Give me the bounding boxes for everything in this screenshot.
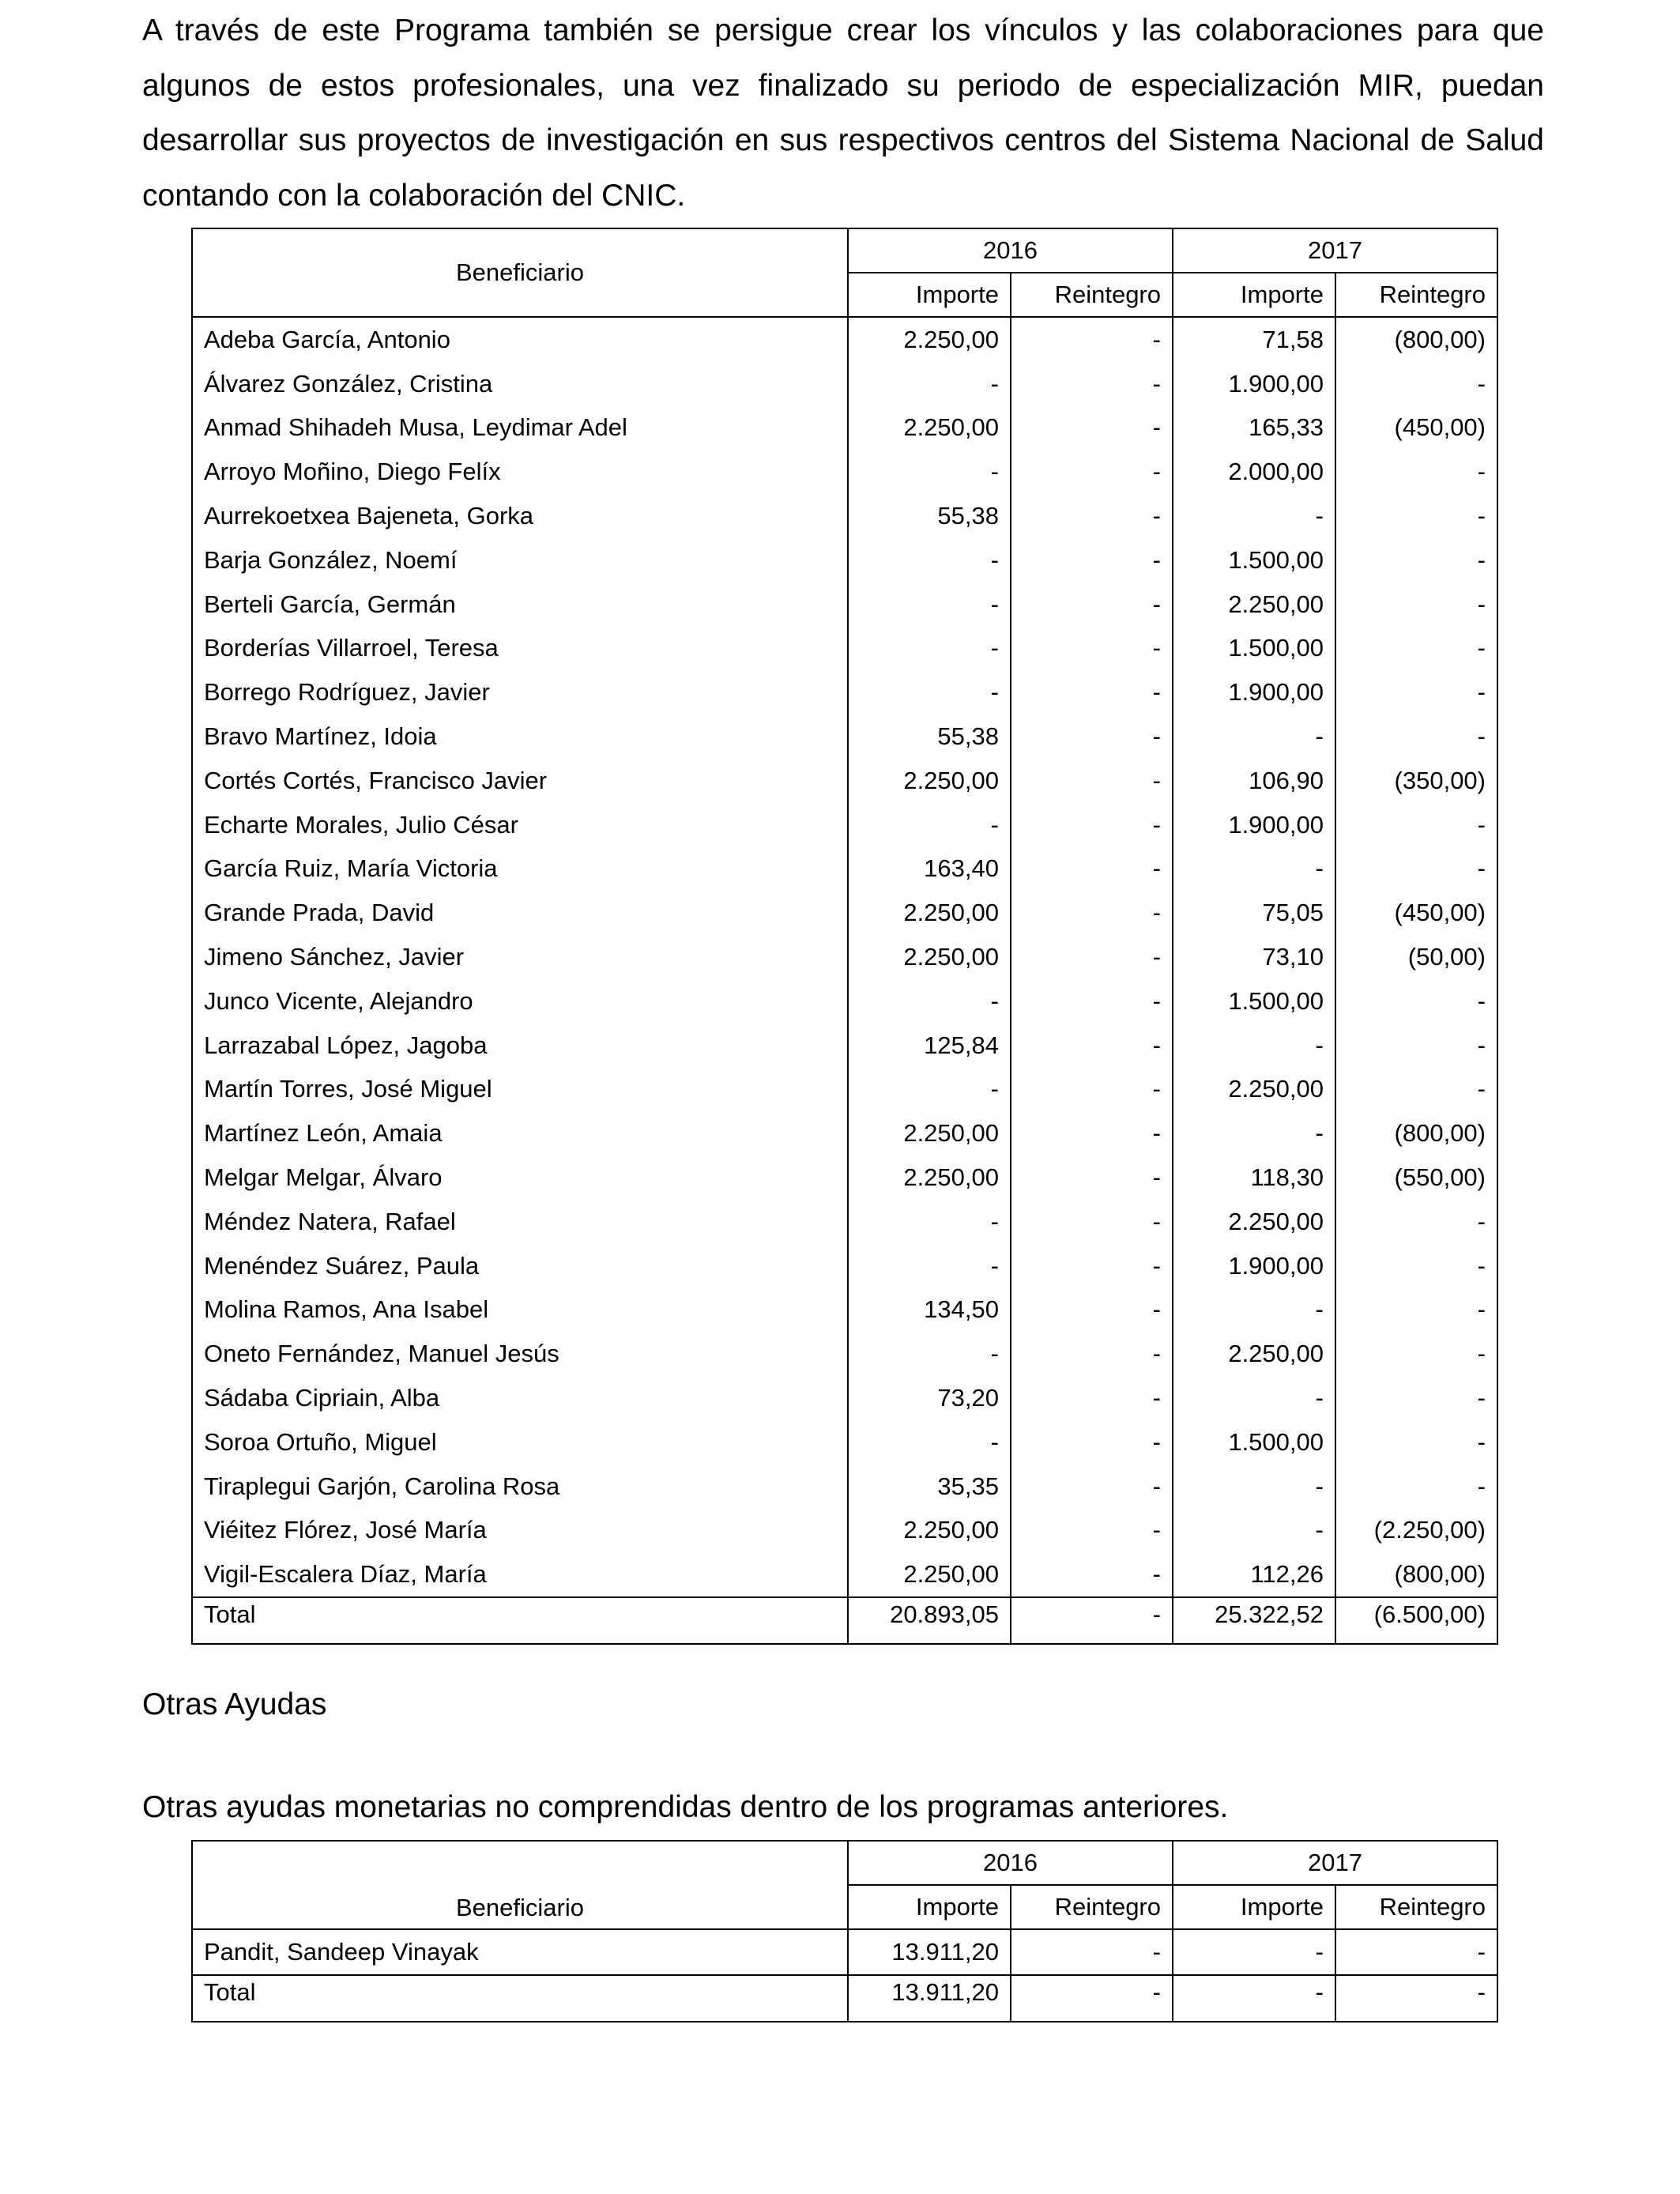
grants-table-mir — [191, 228, 1498, 1645]
amount-2016: 163,40 — [848, 847, 1011, 892]
header-amount-2016: Importe — [848, 273, 1011, 317]
amount-2016: 2.250,00 — [848, 406, 1011, 450]
amount-2017: - — [1173, 1509, 1335, 1553]
amount-2017: 1.900,00 — [1173, 670, 1335, 714]
refund-2017: - — [1335, 627, 1497, 671]
refund-2016: - — [1011, 1420, 1173, 1465]
beneficiary-name: Barja González, Noemí — [192, 538, 848, 582]
beneficiary-name: Martínez León, Amaia — [192, 1111, 848, 1155]
table-row — [192, 494, 1497, 538]
beneficiary-name: García Ruiz, María Victoria — [192, 847, 848, 892]
refund-2016: - — [1011, 1155, 1173, 1200]
beneficiary-name: Borrego Rodríguez, Javier — [192, 670, 848, 714]
beneficiary-name: Soroa Ortuño, Miguel — [192, 1420, 848, 1465]
refund-2017: (50,00) — [1335, 935, 1497, 979]
table-row — [192, 582, 1497, 627]
beneficiary-name: Viéitez Flórez, José María — [192, 1509, 848, 1553]
table-row — [192, 538, 1497, 582]
amount-2017: - — [1173, 1111, 1335, 1155]
header-beneficiary: Beneficiario — [192, 228, 848, 317]
beneficiary-name: Méndez Natera, Rafael — [192, 1200, 848, 1244]
table-row — [192, 1155, 1497, 1200]
amount-2016: - — [848, 582, 1011, 627]
amount-2017: 2.250,00 — [1173, 1332, 1335, 1376]
refund-2017: - — [1335, 1465, 1497, 1509]
amount-2016: - — [848, 538, 1011, 582]
beneficiary-name: Berteli García, Germán — [192, 582, 848, 627]
header-year-2017: 2017 — [1173, 228, 1497, 273]
amount-2016: - — [848, 1332, 1011, 1376]
refund-2017: (550,00) — [1335, 1155, 1497, 1200]
refund-2017: - — [1335, 362, 1497, 406]
refund-2016: - — [1011, 1465, 1173, 1509]
header-amount-2017: Importe — [1173, 1885, 1335, 1929]
amount-2016: - — [848, 670, 1011, 714]
amount-2017: 2.000,00 — [1173, 450, 1335, 494]
amount-2016: - — [848, 1244, 1011, 1288]
refund-2017: - — [1335, 1023, 1497, 1068]
amount-2016: 134,50 — [848, 1288, 1011, 1333]
refund-2017: - — [1335, 714, 1497, 759]
table-row — [192, 1068, 1497, 1112]
table-row — [192, 714, 1497, 759]
amount-2017: 1.500,00 — [1173, 538, 1335, 582]
header-amount-2016: Importe — [848, 1885, 1011, 1929]
refund-2017: (800,00) — [1335, 1111, 1497, 1155]
beneficiary-name: Melgar Melgar, Álvaro — [192, 1155, 848, 1200]
beneficiary-name: Martín Torres, José Miguel — [192, 1068, 848, 1112]
refund-2016: - — [1011, 362, 1173, 406]
header-beneficiary: Beneficiario — [192, 1841, 848, 1929]
refund-2017: - — [1335, 1244, 1497, 1288]
amount-2016: 2.250,00 — [848, 891, 1011, 935]
total-amount-2016: 13.911,20 — [848, 1975, 1011, 2022]
table-row — [192, 1376, 1497, 1420]
refund-2016: - — [1011, 847, 1173, 892]
refund-2017: - — [1335, 803, 1497, 847]
total-label: Total — [192, 1597, 848, 1644]
amount-2017: - — [1173, 1288, 1335, 1333]
refund-2017: - — [1335, 1332, 1497, 1376]
amount-2017: 73,10 — [1173, 935, 1335, 979]
total-refund-2017: - — [1335, 1975, 1497, 2022]
beneficiary-name: Molina Ramos, Ana Isabel — [192, 1288, 848, 1333]
amount-2016: 2.250,00 — [848, 1509, 1011, 1553]
table-total — [192, 1597, 1497, 1644]
header-refund-2017: Reintegro — [1335, 1885, 1497, 1929]
table-row — [192, 670, 1497, 714]
beneficiary-name: Larrazabal López, Jagoba — [192, 1023, 848, 1068]
grants-table-other — [191, 1840, 1498, 2022]
amount-2016: 13.911,20 — [848, 1929, 1011, 1975]
table-row — [192, 803, 1497, 847]
refund-2017: - — [1335, 979, 1497, 1023]
total-amount-2016: 20.893,05 — [848, 1597, 1011, 1644]
beneficiary-name: Jimeno Sánchez, Javier — [192, 935, 848, 979]
table-row — [192, 317, 1497, 362]
amount-2017: - — [1173, 1376, 1335, 1420]
amount-2016: - — [848, 979, 1011, 1023]
amount-2017: 112,26 — [1173, 1552, 1335, 1597]
amount-2016: 2.250,00 — [848, 935, 1011, 979]
beneficiary-name: Tiraplegui Garjón, Carolina Rosa — [192, 1465, 848, 1509]
amount-2016: 125,84 — [848, 1023, 1011, 1068]
refund-2017: (450,00) — [1335, 406, 1497, 450]
beneficiary-name: Bravo Martínez, Idoia — [192, 714, 848, 759]
beneficiary-name: Álvarez González, Cristina — [192, 362, 848, 406]
refund-2017: - — [1335, 494, 1497, 538]
refund-2016: - — [1011, 1111, 1173, 1155]
amount-2017: 75,05 — [1173, 891, 1335, 935]
amount-2016: 2.250,00 — [848, 317, 1011, 362]
table-row — [192, 627, 1497, 671]
beneficiary-name: Menéndez Suárez, Paula — [192, 1244, 848, 1288]
amount-2017: 1.500,00 — [1173, 1420, 1335, 1465]
amount-2016: - — [848, 1200, 1011, 1244]
total-amount-2017: - — [1173, 1975, 1335, 2022]
table-row — [192, 759, 1497, 803]
refund-2016: - — [1011, 494, 1173, 538]
header-year-2017: 2017 — [1173, 1841, 1497, 1885]
refund-2016: - — [1011, 1376, 1173, 1420]
beneficiary-name: Junco Vicente, Alejandro — [192, 979, 848, 1023]
table-total — [192, 1975, 1497, 2022]
amount-2017: 106,90 — [1173, 759, 1335, 803]
refund-2017: - — [1335, 1200, 1497, 1244]
section-title: Otras Ayudas — [142, 1687, 327, 1721]
refund-2016: - — [1011, 1288, 1173, 1333]
table-row — [192, 979, 1497, 1023]
table-row — [192, 891, 1497, 935]
refund-2016: - — [1011, 406, 1173, 450]
amount-2017: - — [1173, 494, 1335, 538]
refund-2016: - — [1011, 891, 1173, 935]
amount-2017: 2.250,00 — [1173, 582, 1335, 627]
amount-2016: 2.250,00 — [848, 759, 1011, 803]
amount-2016: - — [848, 362, 1011, 406]
section-paragraph: Otras ayudas monetarias no comprendidas dentro de los programas anteriores. — [142, 1790, 1229, 1824]
amount-2017: - — [1173, 847, 1335, 892]
refund-2016: - — [1011, 450, 1173, 494]
table-row — [192, 1420, 1497, 1465]
table-row — [192, 1509, 1497, 1553]
beneficiary-name: Borderías Villarroel, Teresa — [192, 627, 848, 671]
intro-paragraph: A través de este Programa también se persigue crear los vínculos y las colaboraciones para que algunos de estos profesionales, una vez finalizado su periodo de especialización MIR, puedan desarrollar sus proyectos de investigación en sus respectivos centros del Sistema Nacional de Salud contando con la colaboración del CNIC. — [142, 13, 1544, 213]
beneficiary-name: Grande Prada, David — [192, 891, 848, 935]
refund-2016: - — [1011, 1552, 1173, 1597]
total-refund-2016: - — [1011, 1597, 1173, 1644]
amount-2017: 165,33 — [1173, 406, 1335, 450]
refund-2017: - — [1335, 1376, 1497, 1420]
table-row — [192, 1929, 1497, 1975]
refund-2016: - — [1011, 1023, 1173, 1068]
beneficiary-name: Adeba García, Antonio — [192, 317, 848, 362]
table-row — [192, 1023, 1497, 1068]
amount-2017: 1.900,00 — [1173, 803, 1335, 847]
table-row — [192, 1288, 1497, 1333]
amount-2016: - — [848, 1068, 1011, 1112]
refund-2017: - — [1335, 670, 1497, 714]
amount-2017: 71,58 — [1173, 317, 1335, 362]
amount-2017: - — [1173, 714, 1335, 759]
total-refund-2017: (6.500,00) — [1335, 1597, 1497, 1644]
table-body — [192, 317, 1497, 1597]
refund-2017: (350,00) — [1335, 759, 1497, 803]
total-refund-2016: - — [1011, 1975, 1173, 2022]
table-header — [192, 228, 1497, 317]
amount-2017: 2.250,00 — [1173, 1068, 1335, 1112]
amount-2016: - — [848, 450, 1011, 494]
beneficiary-name: Anmad Shihadeh Musa, Leydimar Adel — [192, 406, 848, 450]
refund-2016: - — [1011, 803, 1173, 847]
refund-2016: - — [1011, 1509, 1173, 1553]
table-row — [192, 406, 1497, 450]
header-amount-2017: Importe — [1173, 273, 1335, 317]
refund-2016: - — [1011, 1929, 1173, 1975]
beneficiary-name: Aurrekoetxea Bajeneta, Gorka — [192, 494, 848, 538]
table-row — [192, 1332, 1497, 1376]
refund-2016: - — [1011, 1200, 1173, 1244]
refund-2017: - — [1335, 847, 1497, 892]
header-refund-2016: Reintegro — [1011, 273, 1173, 317]
amount-2016: - — [848, 803, 1011, 847]
refund-2016: - — [1011, 538, 1173, 582]
header-year-2016: 2016 — [848, 1841, 1173, 1885]
beneficiary-name: Echarte Morales, Julio César — [192, 803, 848, 847]
amount-2017: - — [1173, 1929, 1335, 1975]
refund-2016: - — [1011, 759, 1173, 803]
refund-2017: - — [1335, 538, 1497, 582]
header-refund-2016: Reintegro — [1011, 1885, 1173, 1929]
beneficiary-name: Pandit, Sandeep Vinayak — [192, 1929, 848, 1975]
beneficiary-name: Sádaba Cipriain, Alba — [192, 1376, 848, 1420]
amount-2017: 2.250,00 — [1173, 1200, 1335, 1244]
beneficiary-name: Oneto Fernández, Manuel Jesús — [192, 1332, 848, 1376]
amount-2017: - — [1173, 1023, 1335, 1068]
table-body — [192, 1929, 1497, 1975]
refund-2016: - — [1011, 714, 1173, 759]
table-row — [192, 1465, 1497, 1509]
refund-2016: - — [1011, 1332, 1173, 1376]
refund-2016: - — [1011, 627, 1173, 671]
amount-2016: 35,35 — [848, 1465, 1011, 1509]
amount-2017: 1.900,00 — [1173, 1244, 1335, 1288]
refund-2017: (450,00) — [1335, 891, 1497, 935]
table-row — [192, 1200, 1497, 1244]
refund-2016: - — [1011, 1244, 1173, 1288]
table-row — [192, 935, 1497, 979]
amount-2017: 1.900,00 — [1173, 362, 1335, 406]
amount-2016: 2.250,00 — [848, 1111, 1011, 1155]
header-refund-2017: Reintegro — [1335, 273, 1497, 317]
total-amount-2017: 25.322,52 — [1173, 1597, 1335, 1644]
header-year-2016: 2016 — [848, 228, 1173, 273]
amount-2016: 2.250,00 — [848, 1155, 1011, 1200]
total-label: Total — [192, 1975, 848, 2022]
amount-2017: 1.500,00 — [1173, 979, 1335, 1023]
refund-2016: - — [1011, 670, 1173, 714]
table-row — [192, 1244, 1497, 1288]
amount-2017: 118,30 — [1173, 1155, 1335, 1200]
refund-2017: - — [1335, 582, 1497, 627]
table-row — [192, 362, 1497, 406]
refund-2016: - — [1011, 1068, 1173, 1112]
amount-2017: 1.500,00 — [1173, 627, 1335, 671]
amount-2016: 55,38 — [848, 714, 1011, 759]
refund-2017: (2.250,00) — [1335, 1509, 1497, 1553]
refund-2016: - — [1011, 935, 1173, 979]
beneficiary-name: Arroyo Moñino, Diego Felíx — [192, 450, 848, 494]
beneficiary-name: Vigil-Escalera Díaz, María — [192, 1552, 848, 1597]
refund-2017: (800,00) — [1335, 317, 1497, 362]
refund-2017: - — [1335, 450, 1497, 494]
refund-2016: - — [1011, 582, 1173, 627]
amount-2016: 55,38 — [848, 494, 1011, 538]
amount-2017: - — [1173, 1465, 1335, 1509]
refund-2017: - — [1335, 1420, 1497, 1465]
refund-2017: - — [1335, 1929, 1497, 1975]
table-row — [192, 1111, 1497, 1155]
amount-2016: - — [848, 627, 1011, 671]
table-row — [192, 1552, 1497, 1597]
table-header — [192, 1841, 1497, 1929]
total-row — [192, 1975, 1497, 2022]
table-row — [192, 450, 1497, 494]
amount-2016: - — [848, 1420, 1011, 1465]
refund-2017: - — [1335, 1068, 1497, 1112]
total-row — [192, 1597, 1497, 1644]
refund-2017: - — [1335, 1288, 1497, 1333]
amount-2016: 2.250,00 — [848, 1552, 1011, 1597]
refund-2016: - — [1011, 317, 1173, 362]
beneficiary-name: Cortés Cortés, Francisco Javier — [192, 759, 848, 803]
amount-2016: 73,20 — [848, 1376, 1011, 1420]
table-row — [192, 847, 1497, 892]
refund-2016: - — [1011, 979, 1173, 1023]
refund-2017: (800,00) — [1335, 1552, 1497, 1597]
